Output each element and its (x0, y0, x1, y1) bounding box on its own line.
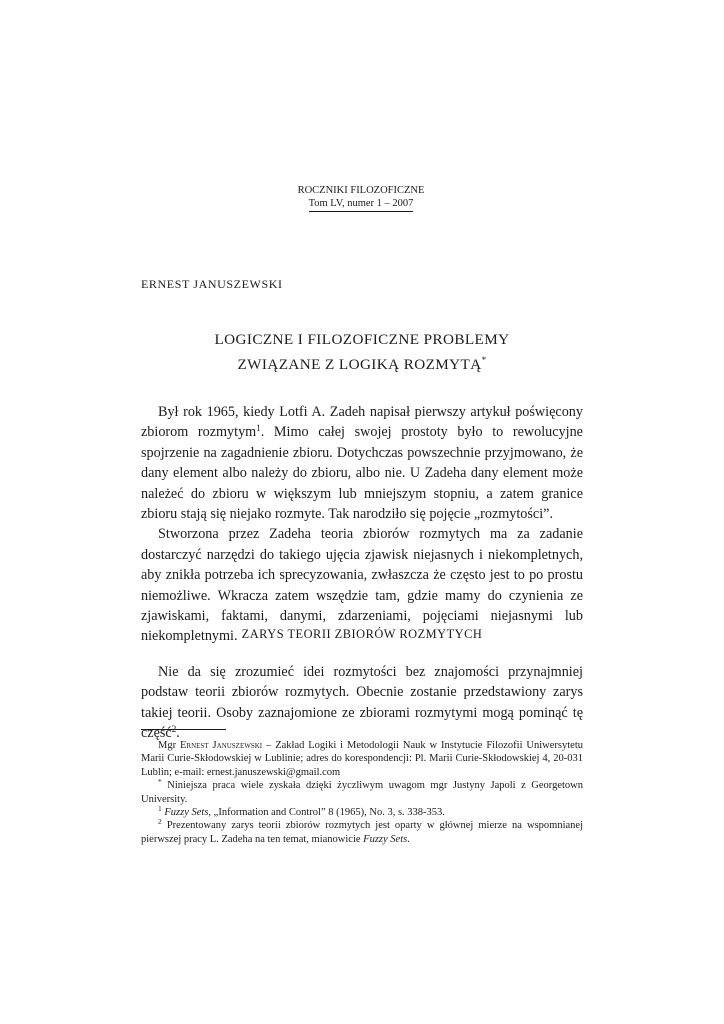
footnote-author (141, 739, 583, 779)
footnote-2-mark: 2 (158, 817, 162, 827)
footnote-author-prefix: Mgr (158, 740, 181, 751)
footnote-rule (141, 729, 226, 730)
title-line-1: LOGICZNE I FILOZOFICZNE PROBLEMY (214, 331, 510, 348)
section-paragraph-1 (141, 662, 583, 744)
footnotes (141, 739, 583, 846)
footnote-1-mark: 1 (158, 804, 162, 814)
footnote-star-mark: * (158, 777, 162, 787)
section-text (141, 662, 583, 744)
journal-header (250, 184, 472, 212)
footnote-2-end: . (407, 833, 410, 845)
title-line-2 (141, 350, 583, 375)
footnote-1-italic: Fuzzy Sets (164, 807, 209, 819)
footnote-2 (141, 819, 583, 846)
section-p1-text-a: Nie da się zrozumieć idei rozmytości bez znajomości przynajmniej podstaw teorii zbiorów rozmytych. Obecnie zostanie przedstawiony zarys takiej teorii. Osoby zaznajomione ze zbiorami rozmytymi mogą pominąć tę część (141, 664, 583, 742)
footnote-author-name: Ernest Januszewski (180, 740, 263, 751)
intro-paragraph-2: Stworzona przez Zadeha teoria zbiorów rozmytych ma za zadanie dostarczyć narzędzi do takiego ujęcia zjawisk niejasnych i niekompletnych, aby znikła potrzeba ich sprecyzowania, zwłaszcza że często jest to po prostu niemożliwe. Wkracza zatem wszędzie tam, gdzie mamy do czynienia ze zjawiskami, faktami, danymi, zdarzeniami, pojęciami niejasnymi lub niekompletnymi. (141, 526, 583, 645)
title-footnote-mark: * (481, 355, 487, 365)
section-p1-text-b: . (176, 725, 180, 742)
author-name: ERNEST JANUSZEWSKI (141, 277, 283, 291)
footnote-2-italic: Fuzzy Sets (363, 833, 408, 845)
title-line-2-text: ZWIĄZANE Z LOGIKĄ ROZMYTĄ (237, 356, 482, 373)
section-heading: ZARYS TEORII ZBIORÓW ROZMYTYCH (241, 627, 483, 641)
footnote-1 (141, 806, 583, 819)
footnote-star (141, 779, 583, 806)
intro-paragraph-1 (141, 402, 583, 524)
intro-text (141, 402, 583, 647)
footnote-1-text: , „Information and Control” 8 (1965), No. 3, s. 338-353. (208, 807, 445, 819)
journal-volume: Tom LV, numer 1 – 2007 (309, 197, 414, 212)
footnote-2-text: Prezentowany zarys teorii zbiorów rozmytych jest oparty w głównej mierze na wspomnianej pierwszej pracy L. Zadeha na ten temat, mianowicie (141, 820, 583, 845)
footnote-star-text: Niniejsza praca wiele zyskała dzięki życzliwym uwagom mgr Justyny Japoli z Georgetown University. (141, 780, 583, 805)
intro-p1-text-b: . Mimo całej swojej prostoty było to rewolucyjne spojrzenie na zagadnienie zbioru. Dotychczas powszechnie przyjmowano, że dany element albo należy do zbioru, albo nie. U Zadeha dany element może należeć do zbioru w większym lub mniejszym stopniu, a zatem granice zbioru stają się niejako rozmyte. Tak narodziło się pojęcie „rozmytości”. (141, 424, 583, 523)
footnote-author-text: – Zakład Logiki i Metodologii Nauk w Instytucie Filozofii Uniwersytetu Marii Curie-Skłodowskiej w Lublinie; adres do korespondencji: Pl. Marii Curie-Skłodowskiej 4, 20-031 Lublin; e-mail: ernest.januszewski@gmail.com (141, 740, 584, 778)
journal-name: ROCZNIKI FILOZOFICZNE (297, 185, 425, 196)
footnote-ref-2: 2 (171, 724, 177, 735)
intro-p1-text-a: Był rok 1965, kiedy Lotfi A. Zadeh napisał pierwszy artykuł poświęcony zbiorom rozmytym (141, 404, 583, 441)
footnote-ref-1: 1 (256, 423, 261, 434)
article-title (141, 329, 583, 375)
